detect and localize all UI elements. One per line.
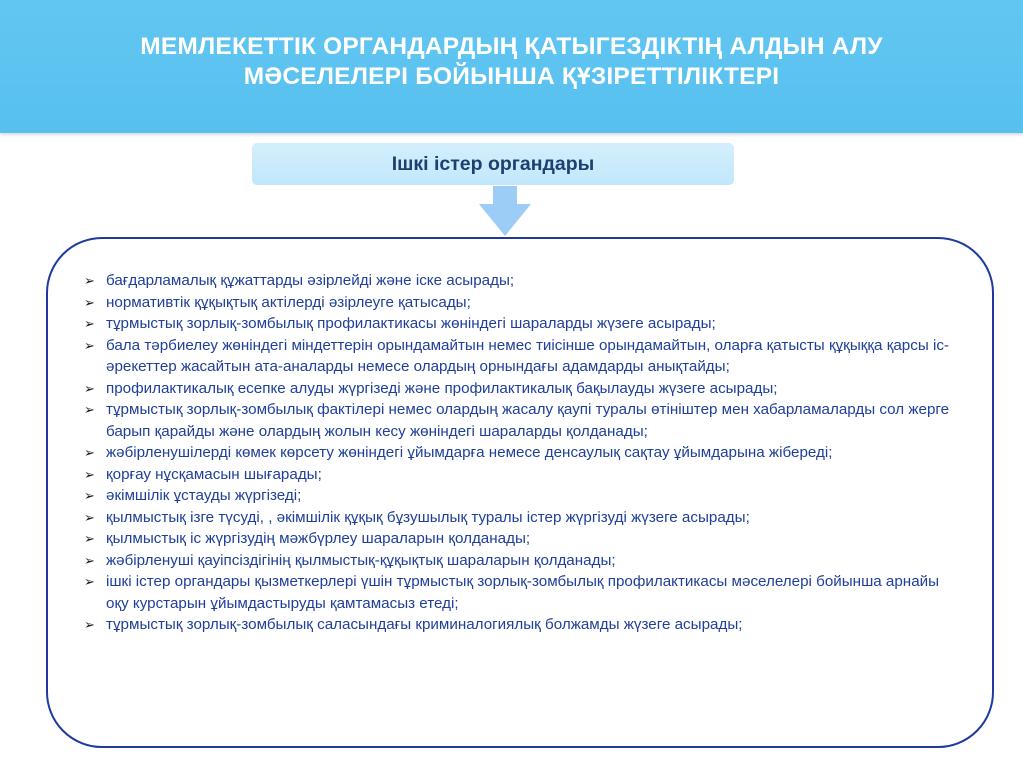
list-item: [84, 571, 960, 614]
bullet-arrow-icon: ➢: [84, 466, 95, 482]
page-title: [140, 32, 883, 92]
bullet-arrow-icon: ➢: [84, 337, 95, 353]
list-item-text: нормативтік құқықтық актілерді әзірлеуге қатысады;: [106, 293, 471, 311]
bullet-arrow-icon: ➢: [84, 488, 95, 503]
list-item-text: ішкі істер органдары қызметкерлері үшін тұрмыстық зорлық-зомбылық профилактикасы мәселелері бойынша арнайы оқу курстарын ұйымдастыруды қамтамасыз етеді;: [106, 573, 940, 612]
bullet-arrow-icon: ➢: [84, 273, 95, 288]
list-item: [84, 313, 960, 335]
list-item-text: жәбірленуші қауіпсіздігінің қылмыстық-құқықтық шараларын қолданады;: [106, 551, 616, 569]
list-item-text: қылмыстық іс жүргізудің мәжбүрлеу шараларын қолданады;: [106, 530, 531, 547]
list-item: [84, 378, 960, 400]
page-title-line-1: МЕМЛЕКЕТТІК ОРГАНДАРДЫҢ ҚАТЫГЕЗДІКТІҢ АЛДЫН АЛУ: [140, 32, 883, 60]
bullet-arrow-icon: ➢: [84, 445, 95, 460]
list-item-text: әкімшілік ұстауды жүргізеді;: [106, 487, 302, 504]
subject-label: Ішкі істер органдары: [391, 152, 595, 175]
list-item-text: тұрмыстық зорлық-зомбылық саласындағы криминалогиялық болжамды жүзеге асырады;: [106, 616, 743, 633]
list-item: [84, 335, 960, 378]
page-title-line-2: МӘСЕЛЕЛЕРІ БОЙЫНША ҚҰЗІРЕТТІЛІКТЕРІ: [243, 62, 780, 90]
list-item-text: бағдарламалық құжаттарды әзірлейді және іске асырады;: [106, 272, 515, 289]
list-item-text: бала тәрбиелеу жөніндегі міндеттерін орындамайтын немес тиісінше орындамайтын, оларға қатысты құқыққа қарсы іс-әрекеттер жасайтын ата-аналарды немесе олардың орнындағы адамдарды анықтайды;: [106, 336, 949, 375]
list-item: [84, 485, 960, 507]
header-banner: [0, 0, 1023, 133]
down-arrow-icon: [477, 186, 533, 238]
bullet-arrow-icon: ➢: [84, 316, 95, 331]
list-item: [84, 614, 960, 636]
list-item: [84, 270, 960, 292]
list-item: [84, 528, 960, 550]
list-item: [84, 292, 960, 314]
list-item: [84, 550, 960, 572]
bullet-arrow-icon: ➢: [84, 574, 95, 589]
list-item-text: қылмыстық ізге түсуді, , әкімшілік құқық бұзушылық туралы істер жүргізуді жүзеге асырады;: [106, 508, 750, 526]
list-item: [84, 507, 960, 529]
bullet-arrow-icon: ➢: [84, 402, 95, 417]
list-item-text: профилактикалық есепке алуды жүргізеді және профилактикалық бақылауды жүзеге асырады;: [106, 379, 778, 397]
subject-box: [252, 143, 734, 185]
bullet-arrow-icon: ➢: [84, 380, 95, 396]
bullet-arrow-icon: ➢: [84, 552, 95, 568]
bullet-arrow-icon: ➢: [84, 531, 95, 546]
list-item: [84, 464, 960, 486]
list-item: [84, 399, 960, 442]
bullet-arrow-icon: ➢: [84, 617, 95, 632]
list-item: [84, 442, 960, 464]
list-item-text: тұрмыстық зорлық-зомбылық фактілері немес олардың жасалу қаупі туралы өтініштер мен хабарламаларды сол жерге барып қарайды және олардың жолын кесу жөніндегі шараларды қолданады;: [106, 401, 950, 440]
bullet-arrow-icon: ➢: [84, 509, 95, 525]
competence-list: [84, 270, 960, 636]
list-item-text: тұрмыстық зорлық-зомбылық профилактикасы жөніндегі шараларды жүзеге асырады;: [106, 315, 716, 332]
bullet-arrow-icon: ➢: [84, 294, 95, 310]
list-item-text: қорғау нұсқамасын шығарады;: [106, 465, 322, 483]
list-item-text: жәбірленушілерді көмек көрсету жөніндегі ұйымдарға немесе денсаулық сақтау ұйымдарына жібереді;: [106, 444, 833, 461]
